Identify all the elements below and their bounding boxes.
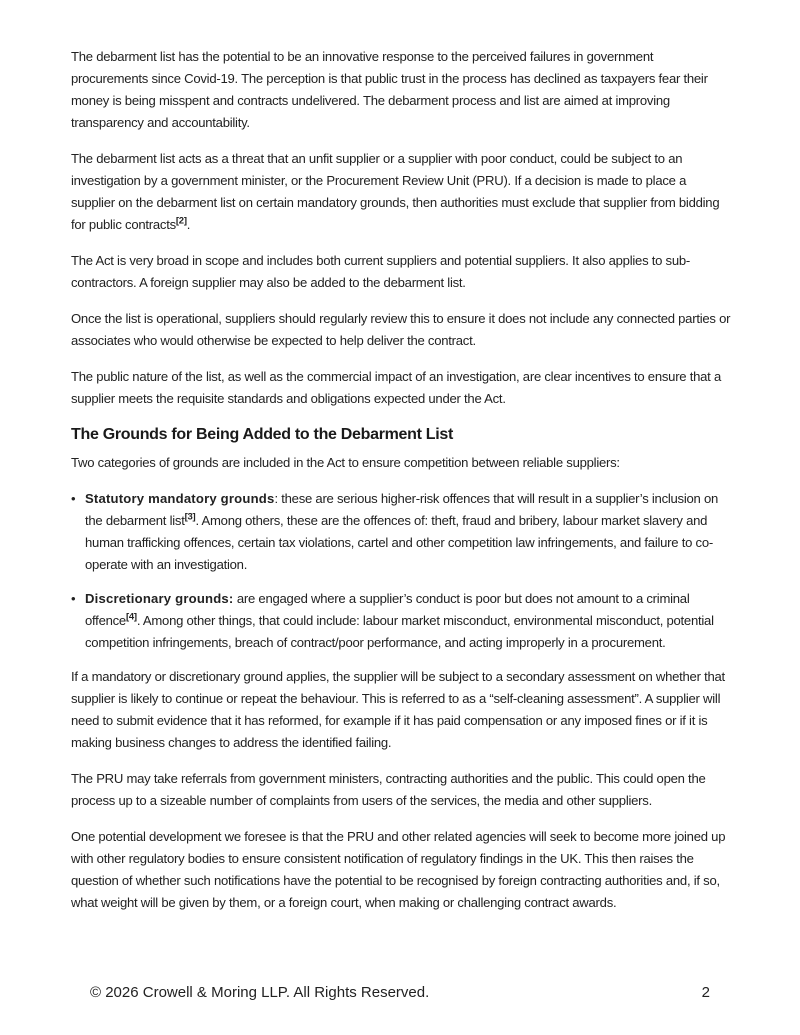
footnote-ref-3[interactable]: [3] — [184, 511, 196, 523]
paragraph-development: One potential development we foresee is that the PRU and other related agencies will seek to become more joined up with other regulatory bodies to ensure consistent notification of regulatory findings in the UK. This then raises the question of whether such notifications have the potential to be recognised by foreign contracting authorities and, if so, what weight will be given by them, or a foreign court, when making or challenging contract awards. — [71, 829, 726, 910]
term-discretionary: Discretionary grounds: — [85, 591, 234, 606]
paragraph-incentives: The public nature of the list, as well as the commercial impact of an investigation, are clear incentives to ensure that a supplier meets the requisite standards and obligations expected under the Act. — [71, 369, 721, 406]
document-body — [71, 46, 733, 928]
section-heading: The Grounds for Being Added to the Debarment List — [71, 426, 454, 443]
paragraph-review: Once the list is operational, suppliers should regularly review this to ensure it does not include any connected parties or associates who would otherwise be expected to help deliver the contract. — [71, 311, 731, 348]
bullet-icon: • — [71, 491, 76, 506]
item-text-cont: . Among others, these are the offences of: theft, fraud and bribery, labour market slavery and human trafficking offences, certain tax violations, cartel and other competition law infringements, and failure to co-operate with an investigation. — [85, 513, 713, 572]
page-number: 2 — [701, 984, 710, 1001]
list-item-mandatory — [71, 488, 733, 576]
paragraph-intro: The debarment list has the potential to be an innovative response to the perceived failures in government procurements since Covid-19. The perception is that public trust in the process has declined as taxpayers fear their money is being misspent and contracts undelivered. The debarment process and list are aimed at improving transparency and accountability. — [71, 49, 708, 130]
paragraph-debarment-threat — [71, 148, 733, 236]
item-text: are engaged where a supplier’s conduct is poor but does not amount to a criminal offence — [85, 591, 690, 628]
item-text: : these are serious higher-risk offences that will result in a supplier’s inclusion on the debarment list — [85, 491, 719, 528]
paragraph-scope: The Act is very broad in scope and includes both current suppliers and potential suppliers. It also applies to sub-contractors. A foreign supplier may also be added to the debarment list. — [71, 253, 691, 290]
paragraph-end: . — [186, 217, 191, 232]
footnote-ref-2[interactable]: [2] — [175, 215, 187, 227]
page-footer — [90, 984, 710, 1004]
list-item-discretionary — [71, 588, 733, 654]
section-intro: Two categories of grounds are included in the Act to ensure competition between reliable suppliers: — [71, 455, 620, 470]
paragraph-referrals: The PRU may take referrals from government ministers, contracting authorities and the public. This could open the process up to a sizeable number of complaints from users of the services, the media and other suppliers. — [71, 771, 706, 808]
paragraph-text: The debarment list acts as a threat that an unfit supplier or a supplier with poor conduct, could be subject to an investigation by a government minister, or the Procurement Review Unit (PRU). If a decision is made to place a supplier on the debarment list on certain mandatory grounds, then authorities must exclude that supplier from bidding for public contracts — [71, 151, 720, 232]
paragraph-self-cleaning: If a mandatory or discretionary ground applies, the supplier will be subject to a secondary assessment on whether that supplier is likely to continue or repeat the behaviour. This is referred to as a “self-cleaning assessment”. A supplier will need to submit evidence that it has reformed, for example if it has paid compensation or any imposed fines or if it is making business changes to address the identified failing. — [71, 669, 725, 750]
footnote-ref-4[interactable]: [4] — [125, 611, 137, 623]
bullet-icon: • — [71, 591, 76, 606]
copyright-text: © 2026 Crowell & Moring LLP. All Rights Reserved. — [90, 984, 430, 1001]
term-mandatory: Statutory mandatory grounds — [85, 491, 275, 506]
grounds-list — [71, 488, 733, 654]
item-text-cont: . Among other things, that could include: labour market misconduct, environmental misconduct, potential competition infringements, breach of contract/poor performance, and acting improperly in a procurement. — [85, 613, 714, 650]
